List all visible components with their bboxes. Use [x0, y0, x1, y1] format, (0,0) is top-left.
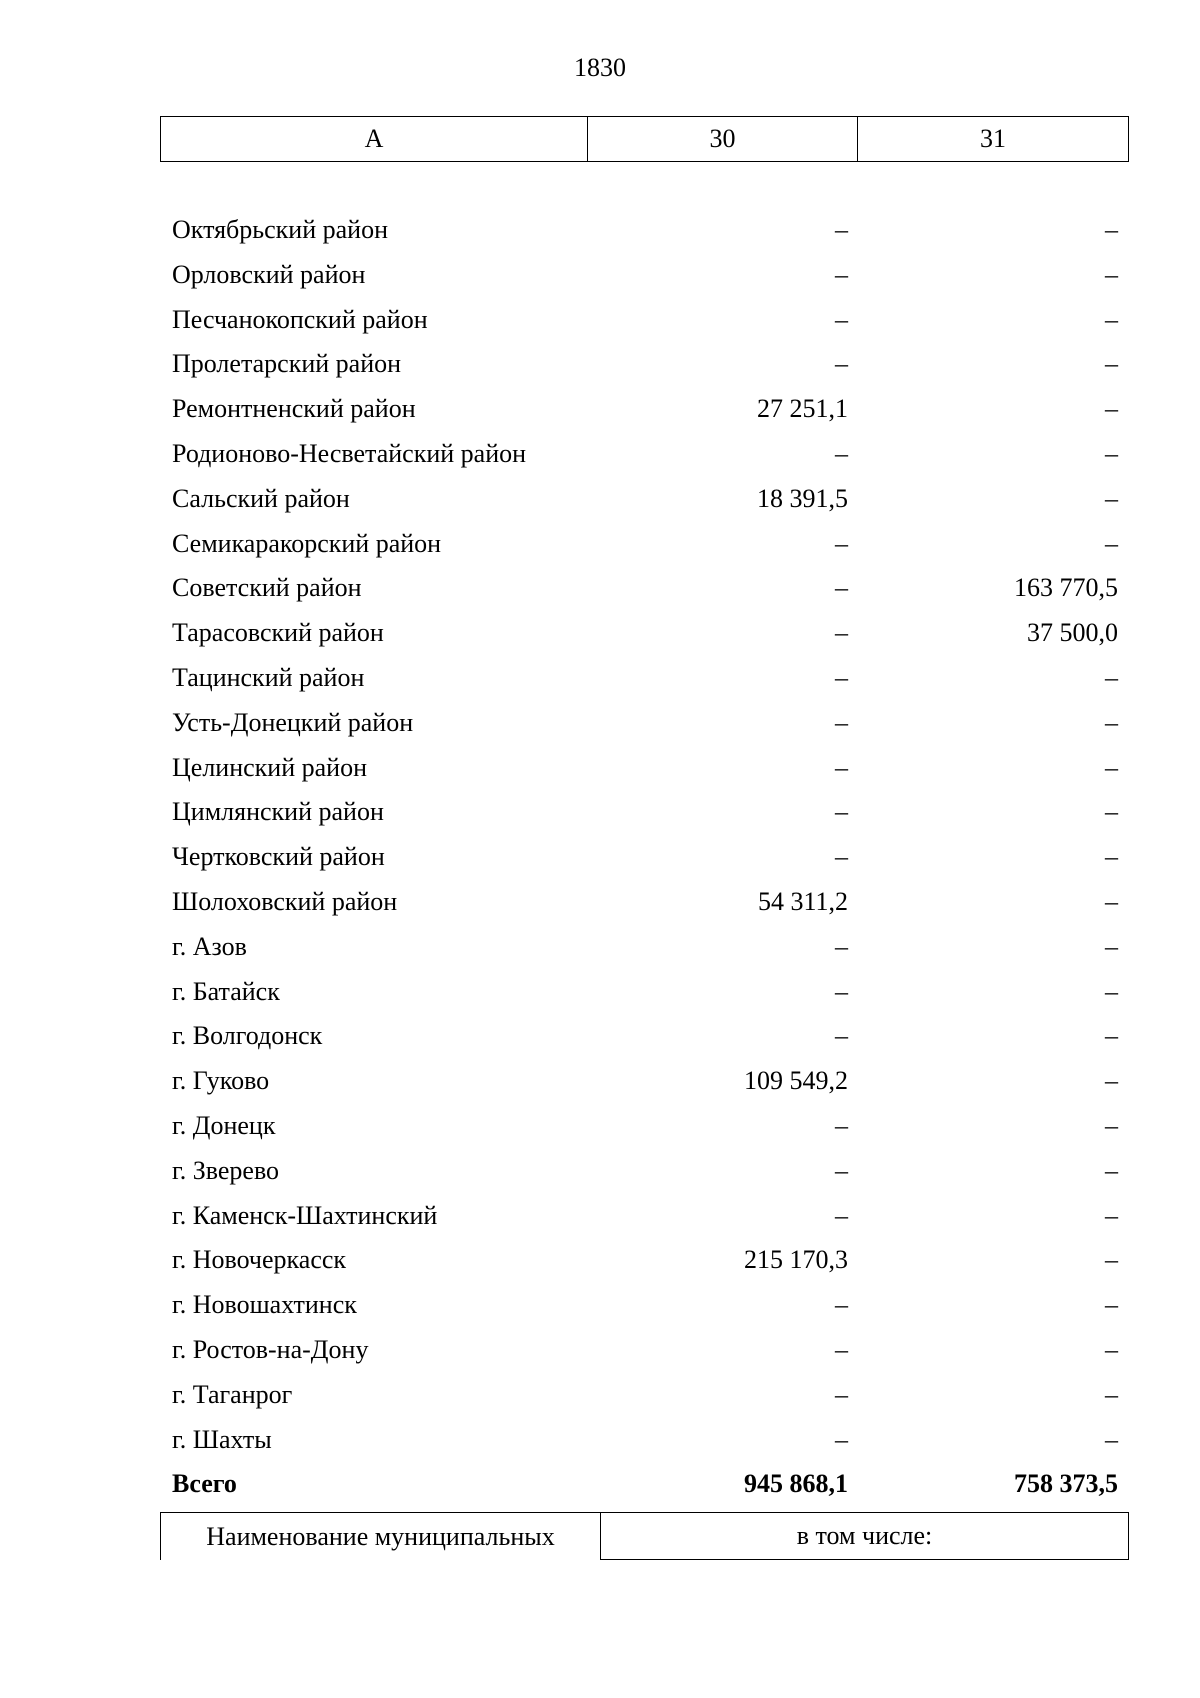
row-value-30: – [835, 215, 848, 244]
row-value-30: 109 549,2 [744, 1066, 848, 1096]
row-name: Советский район [172, 573, 362, 603]
row-value-30: – [835, 976, 848, 1006]
row-value-30: – [835, 931, 848, 961]
header-col-30: 30 [588, 117, 858, 161]
table-row [0, 432, 1200, 477]
total-value-30: 945 868,1 [744, 1469, 848, 1499]
row-value-31: – [1105, 1200, 1118, 1230]
row-value-31: – [1105, 797, 1118, 827]
row-value-30: – [835, 1334, 848, 1364]
row-name: Ремонтненский район [172, 394, 416, 424]
row-value-31: – [1105, 483, 1118, 513]
table-row [0, 1059, 1200, 1104]
row-name: г. Новошахтинск [172, 1290, 357, 1320]
row-value-31: – [1105, 1021, 1118, 1051]
table-row [0, 1238, 1200, 1283]
row-name: Родионово-Несветайский район [172, 438, 527, 468]
row-value-30: – [835, 842, 848, 872]
row-name: г. Таганрог [172, 1379, 293, 1409]
row-name: Сальский район [172, 483, 350, 513]
row-value-30: 18 391,5 [757, 483, 848, 513]
table-row [0, 387, 1200, 432]
row-value-30: – [835, 573, 848, 603]
table-row [0, 1194, 1200, 1239]
header-including: в том числе: [601, 1513, 1129, 1560]
page-number: 1830 [574, 53, 626, 82]
row-name: Тацинский район [172, 662, 365, 692]
row-value-30: – [835, 1290, 848, 1320]
table-row [0, 611, 1200, 656]
row-value-31: – [1105, 662, 1118, 692]
row-value-30: – [835, 1379, 848, 1409]
row-value-31: – [1105, 215, 1118, 244]
row-value-31: – [1105, 842, 1118, 872]
row-value-30: – [835, 304, 848, 334]
row-value-30: – [835, 349, 848, 379]
row-value-31: – [1105, 259, 1118, 289]
row-name: г. Азов [172, 931, 247, 961]
table-row [0, 1104, 1200, 1149]
row-name: Усть-Донецкий район [172, 707, 414, 737]
table-row [0, 477, 1200, 522]
table-row [0, 925, 1200, 970]
row-name: г. Новочеркасск [172, 1245, 347, 1275]
row-name: г. Каменск-Шахтинский [172, 1200, 438, 1230]
row-value-30: – [835, 438, 848, 468]
row-value-30: – [835, 1021, 848, 1051]
table-row [0, 746, 1200, 791]
row-value-31: – [1105, 752, 1118, 782]
table-row [0, 790, 1200, 835]
row-name: Тарасовский район [172, 618, 384, 648]
row-value-30: – [835, 1155, 848, 1185]
row-value-31: – [1105, 528, 1118, 558]
row-value-31: – [1105, 1245, 1118, 1275]
row-value-30: – [835, 662, 848, 692]
row-name: Цимлянский район [172, 797, 384, 827]
row-value-30: – [835, 528, 848, 558]
row-value-30: – [835, 1200, 848, 1230]
row-value-31: – [1105, 1290, 1118, 1320]
row-name: г. Батайск [172, 976, 280, 1006]
row-value-31: – [1105, 1424, 1118, 1454]
table-row [0, 880, 1200, 925]
row-value-31: – [1105, 886, 1118, 916]
row-name: Семикаракорский район [172, 528, 442, 558]
header-col-a: А [161, 117, 588, 161]
row-name: Шолоховский район [172, 886, 398, 916]
table-row [0, 298, 1200, 343]
row-value-31: – [1105, 1110, 1118, 1140]
table-row [0, 566, 1200, 611]
table-header [160, 116, 1129, 162]
row-value-31: – [1105, 707, 1118, 737]
row-value-31: 37 500,0 [1027, 618, 1118, 648]
table-row [0, 1149, 1200, 1194]
row-value-31: – [1105, 438, 1118, 468]
row-name: г. Донецк [172, 1110, 276, 1140]
row-value-31: – [1105, 394, 1118, 424]
row-name: Целинский район [172, 752, 367, 782]
table-row [0, 656, 1200, 701]
row-value-30: – [835, 1110, 848, 1140]
table-row-total [0, 1462, 1200, 1507]
row-name: Песчанокопский район [172, 304, 428, 334]
row-value-30: 27 251,1 [757, 394, 848, 424]
table-row [0, 1283, 1200, 1328]
row-name: Орловский район [172, 259, 366, 289]
row-value-31: – [1105, 931, 1118, 961]
row-value-30: – [835, 752, 848, 782]
row-value-31: – [1105, 1379, 1118, 1409]
row-value-30: – [835, 618, 848, 648]
table-row [0, 1014, 1200, 1059]
row-value-30: – [835, 707, 848, 737]
total-label: Всего [172, 1469, 237, 1499]
table-body [0, 208, 1200, 1507]
row-value-31: – [1105, 349, 1118, 379]
row-name: г. Шахты [172, 1424, 272, 1454]
row-value-31: 163 770,5 [1014, 573, 1118, 603]
table-row [0, 1328, 1200, 1373]
row-value-30: – [835, 797, 848, 827]
row-value-30: 54 311,2 [757, 886, 848, 916]
table-row [0, 970, 1200, 1015]
table-row [0, 701, 1200, 746]
table-row [0, 208, 1200, 253]
table-row [0, 342, 1200, 387]
header-municipal-name: Наименование муниципальных [160, 1513, 601, 1560]
row-value-31: – [1105, 976, 1118, 1006]
row-name: г. Зверево [172, 1155, 280, 1185]
total-value-31: 758 373,5 [1014, 1469, 1118, 1499]
table-row [0, 1418, 1200, 1463]
row-name: г. Ростов-на-Дону [172, 1334, 369, 1364]
next-table-header [160, 1512, 1129, 1560]
table-row [0, 1373, 1200, 1418]
row-name: Октябрьский район [172, 215, 388, 244]
table-row [0, 253, 1200, 298]
table-row [0, 522, 1200, 567]
row-value-30: – [835, 259, 848, 289]
row-name: г. Волгодонск [172, 1021, 323, 1051]
row-name: Пролетарский район [172, 349, 402, 379]
row-value-31: – [1105, 1066, 1118, 1096]
row-value-31: – [1105, 1334, 1118, 1364]
row-name: Чертковский район [172, 842, 385, 872]
row-value-31: – [1105, 304, 1118, 334]
row-value-31: – [1105, 1155, 1118, 1185]
header-col-31: 31 [980, 124, 1006, 153]
row-name: г. Гуково [172, 1066, 270, 1096]
row-value-30: 215 170,3 [744, 1245, 848, 1275]
table-row [0, 835, 1200, 880]
row-value-30: – [835, 1424, 848, 1454]
